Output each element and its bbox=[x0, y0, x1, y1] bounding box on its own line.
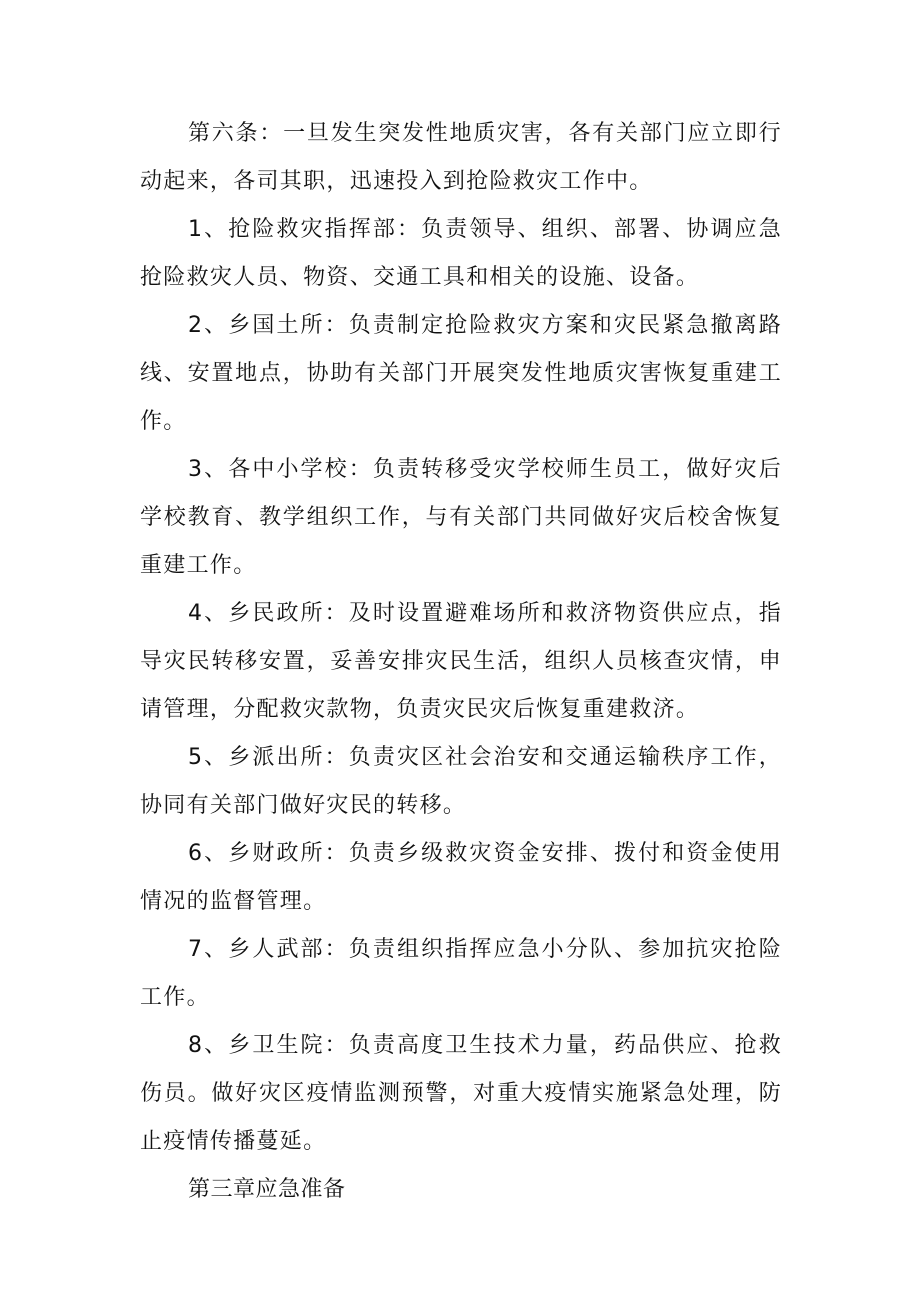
item-8-health-center: 8、乡卫生院：负责高度卫生技术力量，药品供应、抢救伤员。做好灾区疫情监测预警，对重大疫情实施紧急处理，防止疫情传播蔓延。 bbox=[140, 1033, 782, 1154]
item-6-finance-office: 6、乡财政所：负责乡级救灾资金安排、拨付和资金使用情况的监督管理。 bbox=[140, 841, 782, 914]
item-4-civil-affairs: 4、乡民政所：及时设置避难场所和救济物资供应点，指导灾民转移安置，妥善安排灾民生活，组织人员核查灾情，申请管理，分配救灾款物，负责灾民灾后恢复重建救济。 bbox=[140, 601, 782, 722]
article-six-paragraph: 第六条：一旦发生突发性地质灾害，各有关部门应立即行动起来，各司其职，迅速投入到抢险救灾工作中。 bbox=[140, 121, 782, 194]
item-3-schools: 3、各中小学校：负责转移受灾学校师生员工，做好灾后学校教育、教学组织工作，与有关部门共同做好灾后校舍恢复重建工作。 bbox=[140, 457, 782, 578]
document-body bbox=[140, 110, 782, 1214]
item-2-land-office: 2、乡国土所：负责制定抢险救灾方案和灾民紧急撤离路线、安置地点，协助有关部门开展突发性地质灾害恢复重建工作。 bbox=[140, 313, 782, 434]
item-7-armed-forces: 7、乡人武部：负责组织指挥应急小分队、参加抗灾抢险工作。 bbox=[140, 937, 782, 1010]
item-5-police-station: 5、乡派出所：负责灾区社会治安和交通运输秩序工作，协同有关部门做好灾民的转移。 bbox=[140, 745, 782, 818]
chapter-heading: 第三章应急准备 bbox=[188, 1177, 346, 1202]
item-1-command-center: 1、抢险救灾指挥部：负责领导、组织、部署、协调应急抢险救灾人员、物资、交通工具和相关的设施、设备。 bbox=[140, 217, 782, 290]
